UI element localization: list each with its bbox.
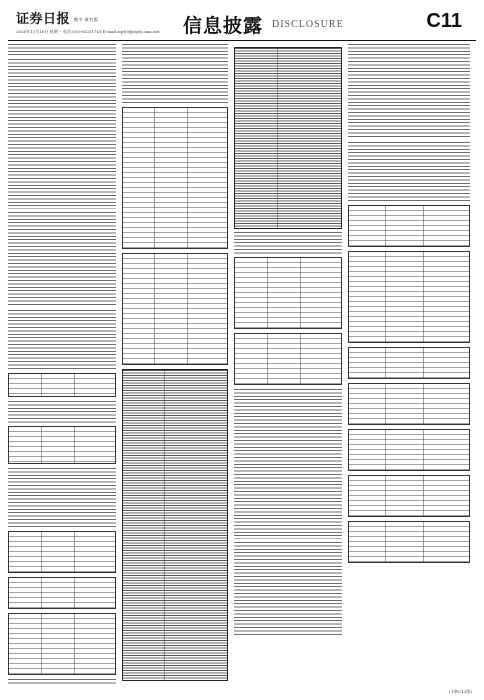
data-table — [8, 613, 116, 675]
data-table — [122, 107, 228, 249]
text-block — [348, 142, 470, 202]
column-2 — [122, 44, 228, 684]
column-3 — [234, 44, 342, 684]
data-table — [234, 257, 342, 329]
data-table — [8, 531, 116, 573]
text-block — [8, 59, 116, 209]
section-title-english: DISCLOSURE — [272, 19, 344, 30]
text-block — [8, 401, 116, 423]
data-table — [348, 429, 470, 471]
data-table — [348, 521, 470, 563]
column-4 — [348, 44, 470, 684]
data-table — [348, 251, 470, 343]
text-block — [8, 44, 116, 56]
text-block — [122, 44, 228, 104]
text-block — [234, 542, 342, 637]
text-block — [8, 310, 116, 370]
text-block — [8, 212, 116, 307]
text-block — [234, 389, 342, 539]
text-block — [348, 44, 470, 139]
data-table — [122, 253, 228, 365]
data-table — [348, 383, 470, 425]
data-table — [234, 333, 342, 385]
data-table — [8, 373, 116, 397]
continued-note: (下转C12版) — [448, 689, 472, 694]
page-number: C11 — [426, 10, 462, 32]
text-block — [8, 679, 116, 684]
masthead — [16, 8, 98, 27]
column-1 — [8, 44, 116, 684]
masthead-sub: 数字 研究版 — [74, 16, 99, 22]
text-block — [234, 232, 342, 254]
data-table — [348, 347, 470, 379]
text-block — [8, 468, 116, 528]
dateline: 2020年11月16日 星期一 电话:010-83251716 E-mail:zqrb9@zqrb.sina.net — [16, 29, 160, 34]
data-table — [348, 205, 470, 247]
section-title: 信息披露 — [183, 15, 264, 37]
article-columns — [8, 44, 476, 684]
data-table — [8, 577, 116, 609]
data-table — [122, 369, 228, 681]
data-table — [234, 47, 342, 229]
data-table — [348, 475, 470, 517]
page-header — [8, 6, 476, 41]
masthead-title: 证券日报 — [16, 12, 71, 27]
data-table — [8, 426, 116, 464]
